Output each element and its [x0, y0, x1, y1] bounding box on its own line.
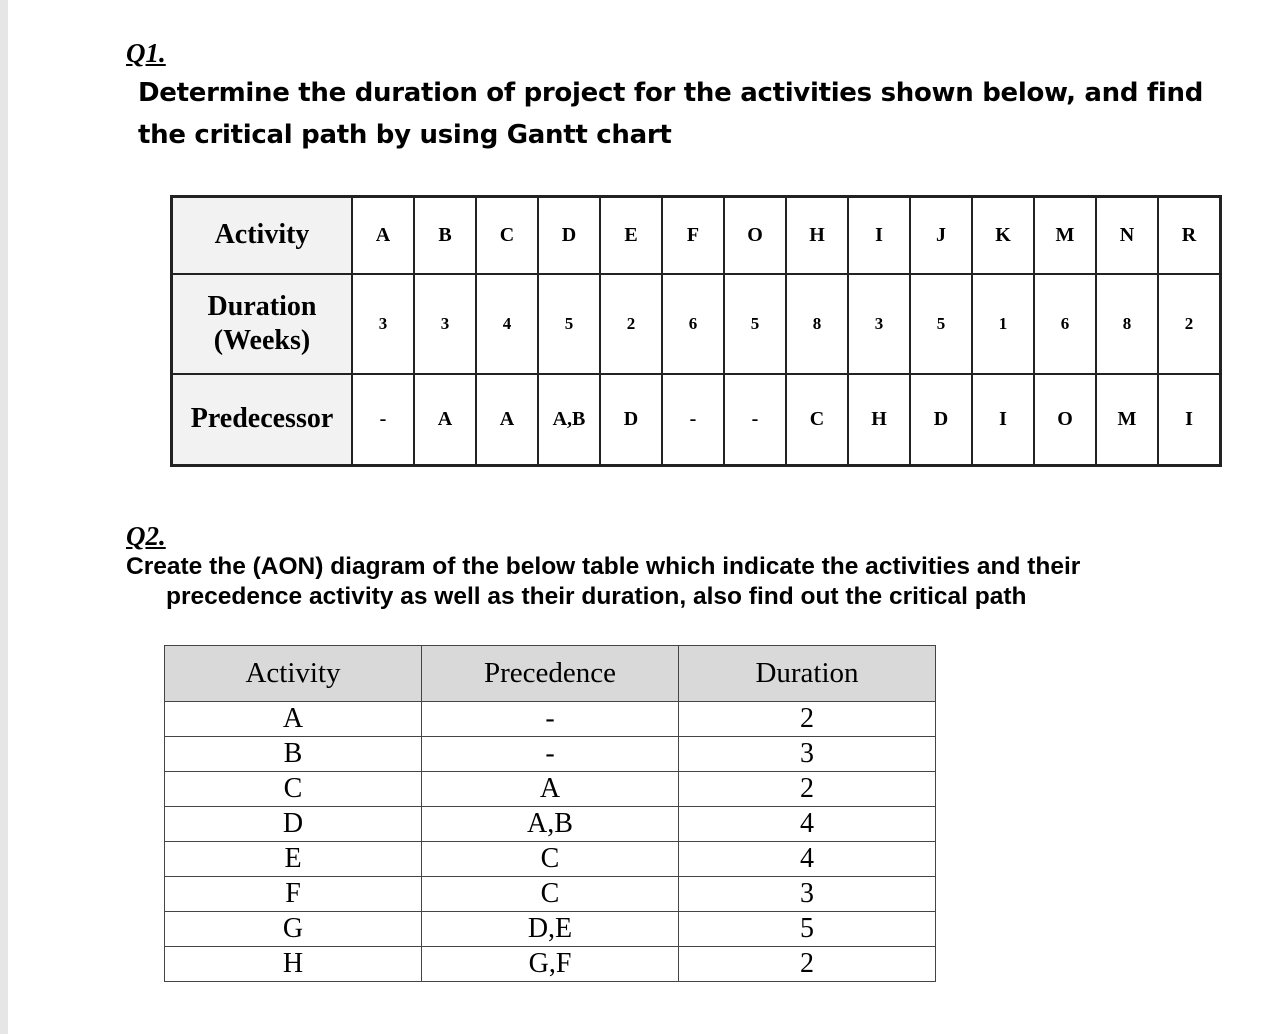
table-row [165, 877, 936, 912]
q2-activity-cell: B [165, 737, 422, 772]
q2-activity-cell: E [165, 842, 422, 877]
q1-activity-cell: F [662, 197, 724, 274]
q1-duration-cell: 2 [1158, 274, 1221, 374]
q1-activity-cell: C [476, 197, 538, 274]
q1-duration-cell: 8 [1096, 274, 1158, 374]
q2-question [126, 552, 1246, 612]
q1-predecessor-cell: - [662, 374, 724, 466]
table-row [165, 947, 936, 982]
q2-header-precedence: Precedence [422, 646, 679, 702]
table-row [165, 772, 936, 807]
q1-predecessor-cell: O [1034, 374, 1096, 466]
q2-activity-cell: A [165, 702, 422, 737]
q2-precedence-cell: A,B [422, 807, 679, 842]
q1-activity-cell: I [848, 197, 910, 274]
q2-question-line2: precedence activity as well as their duration, also find out the critical path [166, 583, 1027, 610]
q1-activity-table [170, 195, 1222, 467]
q1-activity-cell: E [600, 197, 662, 274]
table-row [165, 737, 936, 772]
q1-predecessor-cell: C [786, 374, 848, 466]
q1-activity-cell: K [972, 197, 1034, 274]
q1-activity-cell: O [724, 197, 786, 274]
q1-activity-cell: A [352, 197, 414, 274]
table-row [165, 912, 936, 947]
q2-duration-cell: 4 [679, 807, 936, 842]
q1-label: Q1. [126, 38, 166, 68]
q1-activity-cell: H [786, 197, 848, 274]
q1-duration-cell: 5 [724, 274, 786, 374]
q1-duration-cell: 5 [910, 274, 972, 374]
q1-row-header-predecessor: Predecessor [172, 374, 353, 466]
q2-question-line1: Create the (AON) diagram of the below table which indicate the activities and their [126, 553, 1081, 580]
q2-header-row [165, 646, 936, 702]
q2-activity-cell: G [165, 912, 422, 947]
q1-duration-cell: 5 [538, 274, 600, 374]
q1-predecessor-cell: A,B [538, 374, 600, 466]
q2-precedence-cell: C [422, 842, 679, 877]
q1-activity-cell: J [910, 197, 972, 274]
q2-duration-cell: 3 [679, 737, 936, 772]
q2-precedence-cell: D,E [422, 912, 679, 947]
q1-row-header-duration: Duration (Weeks) [172, 274, 353, 374]
q2-activity-cell: H [165, 947, 422, 982]
table-row [165, 842, 936, 877]
q1-predecessor-cell: A [414, 374, 476, 466]
q1-activity-row [172, 197, 1221, 274]
q1-predecessor-cell: M [1096, 374, 1158, 466]
table-row [165, 702, 936, 737]
q2-precedence-cell: - [422, 737, 679, 772]
q1-duration-cell: 3 [352, 274, 414, 374]
q1-duration-cell: 3 [848, 274, 910, 374]
q2-activity-table [164, 645, 936, 982]
q2-duration-cell: 2 [679, 772, 936, 807]
q1-question: Determine the duration of project for the activities shown below, and find the critical path by using Gantt chart [138, 78, 1204, 150]
q1-duration-cell: 4 [476, 274, 538, 374]
q1-predecessor-cell: - [352, 374, 414, 466]
page-left-border [0, 0, 8, 1034]
q1-predecessor-row [172, 374, 1221, 466]
q1-duration-cell: 8 [786, 274, 848, 374]
q2-precedence-cell: A [422, 772, 679, 807]
q1-activity-cell: D [538, 197, 600, 274]
q1-predecessor-cell: I [1158, 374, 1221, 466]
q2-header-duration: Duration [679, 646, 936, 702]
q2-activity-cell: F [165, 877, 422, 912]
q1-predecessor-cell: D [910, 374, 972, 466]
q2-duration-cell: 2 [679, 947, 936, 982]
q1-predecessor-cell: I [972, 374, 1034, 466]
q2-activity-cell: D [165, 807, 422, 842]
q2-activity-cell: C [165, 772, 422, 807]
q1-duration-cell: 6 [1034, 274, 1096, 374]
q1-predecessor-cell: H [848, 374, 910, 466]
q1-duration-cell: 2 [600, 274, 662, 374]
q1-activity-cell: R [1158, 197, 1221, 274]
q2-precedence-cell: C [422, 877, 679, 912]
q1-predecessor-cell: - [724, 374, 786, 466]
q2-duration-cell: 2 [679, 702, 936, 737]
q2-label: Q2. [126, 521, 166, 551]
q2-duration-cell: 5 [679, 912, 936, 947]
q1-duration-cell: 1 [972, 274, 1034, 374]
q1-predecessor-cell: A [476, 374, 538, 466]
q1-duration-row [172, 274, 1221, 374]
q1-predecessor-cell: D [600, 374, 662, 466]
q2-duration-cell: 4 [679, 842, 936, 877]
table-row [165, 807, 936, 842]
q2-duration-cell: 3 [679, 877, 936, 912]
q1-duration-cell: 6 [662, 274, 724, 374]
q1-row-header-activity: Activity [172, 197, 353, 274]
q2-precedence-cell: G,F [422, 947, 679, 982]
q1-activity-cell: M [1034, 197, 1096, 274]
q2-precedence-cell: - [422, 702, 679, 737]
q1-activity-cell: B [414, 197, 476, 274]
q1-duration-cell: 3 [414, 274, 476, 374]
q1-activity-cell: N [1096, 197, 1158, 274]
q2-header-activity: Activity [165, 646, 422, 702]
